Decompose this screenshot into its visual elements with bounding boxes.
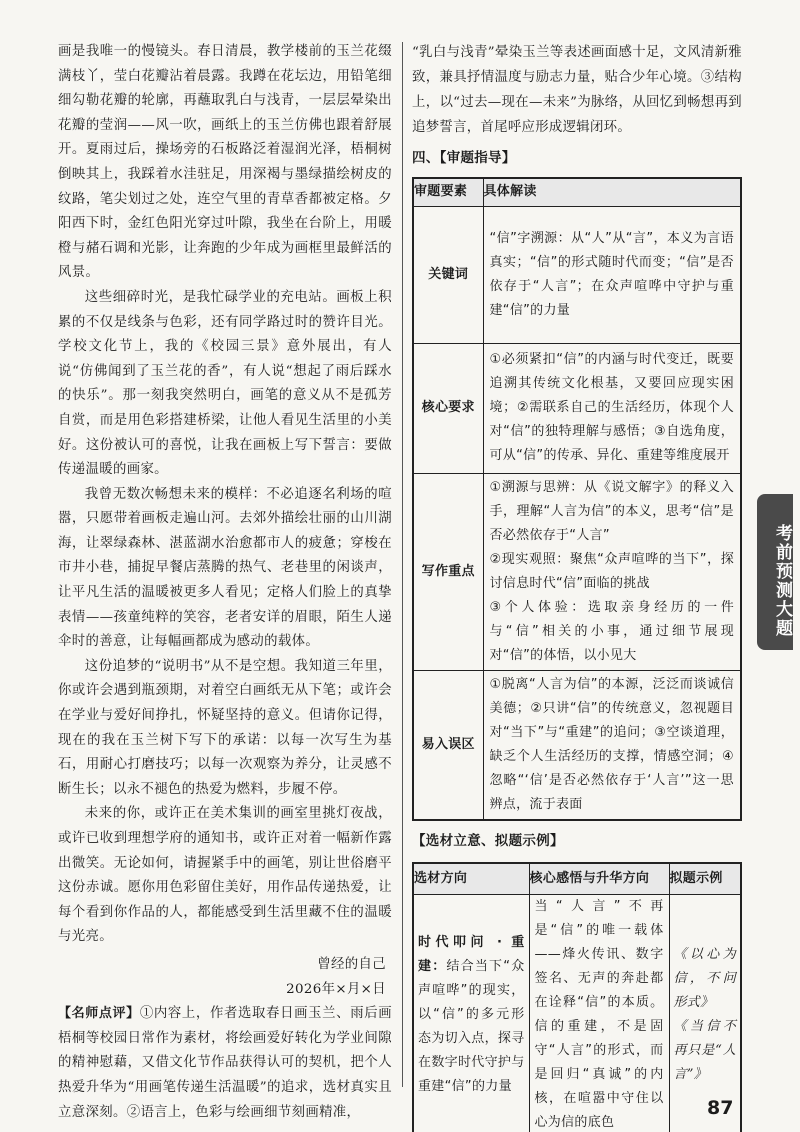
row-key: 核心要求 <box>413 343 483 473</box>
essay-paragraph: 未来的你，或许正在美术集训的画室里挑灯夜战，或许已收到理想学府的通知书，或许正对着一幅新作露出微笑。无论如何，请握紧手中的画笔，别让世俗磨平这份赤诚。愿你用色彩留住美好，用作品传递热爱，让每个看到你作品的人，都能感受到生活里藏不住的温暖与光亮。 <box>58 806 392 945</box>
table-header-row <box>413 863 741 895</box>
row-line: ②现实观照：聚焦“众声喧哗的当下”，探讨信息时代“信”面临的挑战 <box>489 551 734 591</box>
table-header-row <box>413 178 741 206</box>
side-tab: 考前预测大题 <box>757 494 793 650</box>
row-content <box>483 206 741 343</box>
material-direction <box>413 895 529 1132</box>
direction-label: 时代叩问 · 重建： <box>418 935 525 974</box>
table-row <box>413 206 741 343</box>
guide-column <box>412 40 742 1132</box>
teacher-review <box>58 1002 392 1125</box>
column-divider <box>402 42 403 1087</box>
section-title-guide: 四、【审题指导】 <box>412 150 516 166</box>
table-row <box>413 473 741 670</box>
essay-paragraph: 我曾无数次畅想未来的模样：不必追逐名利场的喧嚣，只愿带着画板走遍山河。去郊外描绘壮丽的山川湖海，让翠绿森林、湛蓝湖水治愈都市人的疲惫；穿梭在市井小巷，捕捉早餐店蒸腾的热气、老巷里的闲谈声，让平凡生活的温暖被更多人看见；定格人们脸上的真挚表情——孩童纯粹的笑容，老者安详的眉眼，陌生人递伞时的善意，让每幅画都成为感动的载体。 <box>58 486 392 650</box>
row-content <box>483 473 741 670</box>
row-line: ①溯源与思辨：从《说文解字》的释义入手，理解“人言为信”的本义，思考“信”是否必然依存于“人言” <box>489 479 734 543</box>
table-row <box>413 670 741 820</box>
essay-column <box>58 40 392 1125</box>
row-line: ①脱离“人言为信”的本源，泛泛而谈诚信美德；②只讲“信”的传统意义，忽视题目对“当下”与“重建”的追问；③空谈道理，缺乏个人生活经历的支撑，情感空洞；④忽略“‘信’是否必然依存于‘人言’”这一思辨点，流于表面 <box>489 676 734 812</box>
table-header: 具体解读 <box>483 178 741 206</box>
row-line: ①必须紧扣“信”的内涵与时代变迁，既要追溯其传统文化根基，又要回应现实困境；②需联系自己的生活经历，体现个人对“信”的独特理解与感悟；③自选角度，可从“信”的传承、异化、重建等维度展开 <box>489 352 734 463</box>
material-table <box>412 862 742 1132</box>
row-line: ③个人体验：选取亲身经历的一件与“信”相关的小事，通过细节展现对“信”的体悟，以小见大 <box>489 599 734 663</box>
table-row <box>413 895 741 1132</box>
row-line: “信”字溯源：从“人”从“言”，本义为言语真实；“信”的形式随时代而变；“信”是否依存于“人言”；在众声喧哗中守护与重建“信”的力量 <box>489 230 734 318</box>
table-header: 拟题示例 <box>669 863 741 895</box>
essay-paragraph: 这份追梦的“说明书”从不是空想。我知道三年里，你或许会遇到瓶颈期，对着空白画纸无从下笔；或许会在学业与爱好间挣扎，怀疑坚持的意义。但请你记得，现在的我在玉兰树下写下的承诺：以每一次写生为基石，用耐心打磨技巧；以每一次观察为养分，让灵感不断生长；以永不褪色的热爱为燃料，步履不停。 <box>58 658 392 797</box>
table-header: 选材方向 <box>413 863 529 895</box>
letter-date: 2026年×月×日 <box>286 981 386 997</box>
review-text: ①内容上，作者选取春日画玉兰、雨后画梧桐等校园日常作为素材，将绘画爱好转化为学业间隙的精神慰藉，又借文化节作品获得认可的契机，把个人热爱升华为“用画笔传递生活温暖”的追求，选材真实且立意深刻。②语言上，色彩与绘画细节刻画精准， <box>58 1006 392 1120</box>
review-tag: 【名师点评】 <box>58 1006 140 1022</box>
letter-signature: 曾经的自己 <box>317 956 386 972</box>
review-continuation: “乳白与浅青”晕染玉兰等表述画面感十足，文风清新雅致，兼具抒情温度与励志力量，贴合少年心境。③结构上，以“过去—现在—未来”为脉络，从回忆到畅想再到追梦誓言，首尾呼应形成逻辑闭环。 <box>412 45 742 135</box>
row-content <box>483 670 741 820</box>
guide-table <box>412 177 742 821</box>
title-example: 《以心为信，不问形式》 <box>673 947 736 1010</box>
table-header: 核心感悟与升华方向 <box>529 863 669 895</box>
row-content <box>483 343 741 473</box>
direction-text: 结合当下“众声喧哗”的现实，以“信”的多元形态为切入点，探寻在数字时代守护与重建“信”的力量 <box>418 959 525 1094</box>
row-key: 写作重点 <box>413 473 483 670</box>
material-insight: 当“人言”不再是“信”的唯一载体——烽火传讯、数字签名、无声的奔赴都在诠释“信”的本质。信的重建，不是固守“人言”的形式，而是回归“真诚”的内核，在喧嚣中守住以心为信的底色 <box>529 895 669 1132</box>
title-example: 《当信不再只是“人言”》 <box>673 1019 736 1082</box>
section-title-material: 【选材立意、拟题示例】 <box>412 832 564 849</box>
row-key: 关键词 <box>413 206 483 343</box>
essay-paragraph: 这些细碎时光，是我忙碌学业的充电站。画板上积累的不仅是线条与色彩，还有同学路过时的赞许目光。学校文化节上，我的《校园三景》意外展出，有人说“仿佛闻到了玉兰花的香”，有人说“想起了雨后踩水的快乐”。那一刻我突然明白，画笔的意义从不是孤芳自赏，而是用色彩搭建桥梁，让他人看见生活里的小美好。这份被认可的喜悦，让我在画板上写下誓言：要做传递温暖的画家。 <box>58 289 392 478</box>
essay-paragraph: 画是我唯一的慢镜头。春日清晨，教学楼前的玉兰花缀满枝丫，莹白花瓣沾着晨露。我蹲在花坛边，用铅笔细细勾勒花瓣的轮廓，再蘸取乳白与浅青，一层层晕染出花瓣的莹润——风一吹，画纸上的玉兰仿佛也跟着舒展开。夏雨过后，操场旁的石板路泛着湿润光泽，梧桐树倒映其上，我踩着水洼驻足，用深褐与墨绿描绘树皮的纹路，笔尖划过之处，连空气里的青草香都被定格。夕阳西下时，金红色阳光穿过叶隙，我坐在台阶上，用暖橙与赭石调和光影，让奔跑的少年成为画框里最鲜活的风景。 <box>58 44 392 281</box>
table-header: 审题要素 <box>413 178 483 206</box>
table-row <box>413 343 741 473</box>
row-key: 易入误区 <box>413 670 483 820</box>
page-number: 87 <box>707 1097 734 1119</box>
